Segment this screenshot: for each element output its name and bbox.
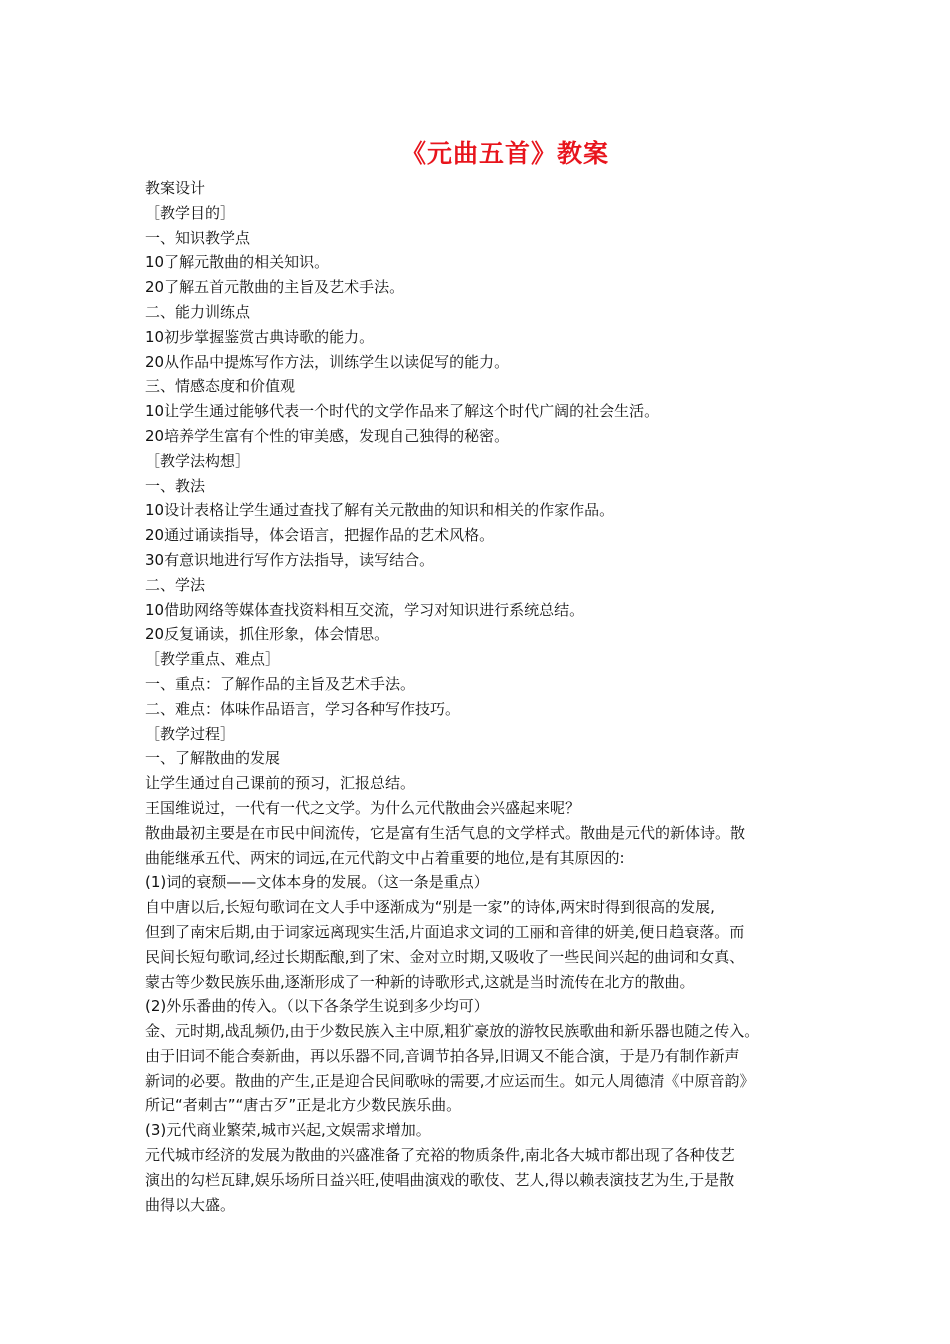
text-line: 演出的勾栏瓦肆,娱乐场所日益兴旺,使唱曲演戏的歌伎、艺人,得以赖表演技艺为生,于是散 [145, 1170, 735, 1189]
text-line: 一、教法 [145, 476, 206, 495]
text-line: 10了解元散曲的相关知识。 [145, 253, 330, 272]
text-line: ［教学目的］ [145, 203, 236, 222]
text-line: 10初步掌握鉴赏古典诗歌的能力。 [145, 327, 375, 346]
text-line: 所记“者刺古”“唐古歹”正是北方少数民族乐曲。 [145, 1096, 462, 1115]
text-line: (2)外乐番曲的传入。（以下各条学生说到多少均可） [145, 997, 489, 1016]
text-line: 10让学生通过能够代表一个时代的文学作品来了解这个时代广阔的社会生活。 [145, 402, 660, 421]
text-line: 王国维说过，一代有一代之文学。为什么元代散曲会兴盛起来呢？ [145, 798, 581, 817]
text-line: (3)元代商业繁荣,城市兴起,文娱需求增加。 [145, 1121, 431, 1140]
text-line: 金、元时期,战乱频仍,由于少数民族入主中原,粗犷豪放的游牧民族歌曲和新乐器也随之传入。 [145, 1022, 760, 1041]
text-line: 曲得以大盛。 [145, 1195, 236, 1214]
text-line: 20培养学生富有个性的审美感，发现自己独得的秘密。 [145, 426, 510, 445]
text-line: ［教学法构想］ [145, 451, 251, 470]
document-title: 《元曲五首》教案 [400, 139, 609, 168]
text-line: 二、学法 [145, 575, 206, 594]
text-line: 自中唐以后,长短句歌词在文人手中逐渐成为“别是一家”的诗体,两宋时得到很高的发展, [145, 898, 715, 917]
text-line: 三、情感态度和价值观 [145, 377, 296, 396]
text-line: 一、了解散曲的发展 [145, 749, 281, 768]
text-line: 民间长短句歌词,经过长期酝酿,到了宋、金对立时期,又吸收了一些民间兴起的曲词和女真、 [145, 947, 745, 966]
text-line: 散曲最初主要是在市民中间流传，它是富有生活气息的文学样式。散曲是元代的新体诗。散 [145, 823, 746, 842]
text-line: 由于旧词不能合奏新曲，再以乐器不同,音调节拍各异,旧调又不能合演，于是乃有制作新声 [145, 1046, 740, 1065]
text-line: 元代城市经济的发展为散曲的兴盛准备了充裕的物质条件,南北各大城市都出现了各种伎艺 [145, 1146, 735, 1165]
text-line: 一、重点：了解作品的主旨及艺术手法。 [145, 674, 416, 693]
text-line: 蒙古等少数民族乐曲,逐渐形成了一种新的诗歌形式,这就是当时流传在北方的散曲。 [145, 972, 695, 991]
text-line: 20从作品中提炼写作方法，训练学生以读促写的能力。 [145, 352, 510, 371]
text-line: 30有意识地进行写作方法指导，读写结合。 [145, 550, 435, 569]
text-line: 20了解五首元散曲的主旨及艺术手法。 [145, 278, 405, 297]
text-line: ［教学重点、难点］ [145, 650, 281, 669]
text-line: 二、难点：体味作品语言，学习各种写作技巧。 [145, 699, 461, 718]
text-line: 曲能继承五代、两宋的词远,在元代韵文中占着重要的地位,是有其原因的: [145, 848, 625, 867]
text-line: 10借助网络等媒体查找资料相互交流，学习对知识进行系统总结。 [145, 600, 585, 619]
text-line: 20反复诵读，抓住形象，体会情思。 [145, 625, 390, 644]
text-line: ［教学过程］ [145, 724, 236, 743]
text-line: 一、知识教学点 [145, 228, 251, 247]
text-line: 20通过诵读指导，体会语言，把握作品的艺术风格。 [145, 526, 495, 545]
document-body [145, 176, 825, 1217]
text-line: 二、能力训练点 [145, 302, 251, 321]
text-line: (1)词的衰颓——文体本身的发展。（这一条是重点） [145, 873, 489, 892]
text-line: 10设计表格让学生通过查找了解有关元散曲的知识和相关的作家作品。 [145, 501, 615, 520]
text-line: 新词的必要。散曲的产生,正是迎合民间歌咏的需要,才应运而生。如元人周德清《中原音韵》 [145, 1071, 755, 1090]
text-line: 但到了南宋后期,由于词家远离现实生活,片面追求文词的工丽和音律的妍美,便日趋衰落。而 [145, 922, 745, 941]
text-line: 教案设计 [145, 179, 206, 197]
text-line: 让学生通过自己课前的预习，汇报总结。 [145, 774, 416, 793]
